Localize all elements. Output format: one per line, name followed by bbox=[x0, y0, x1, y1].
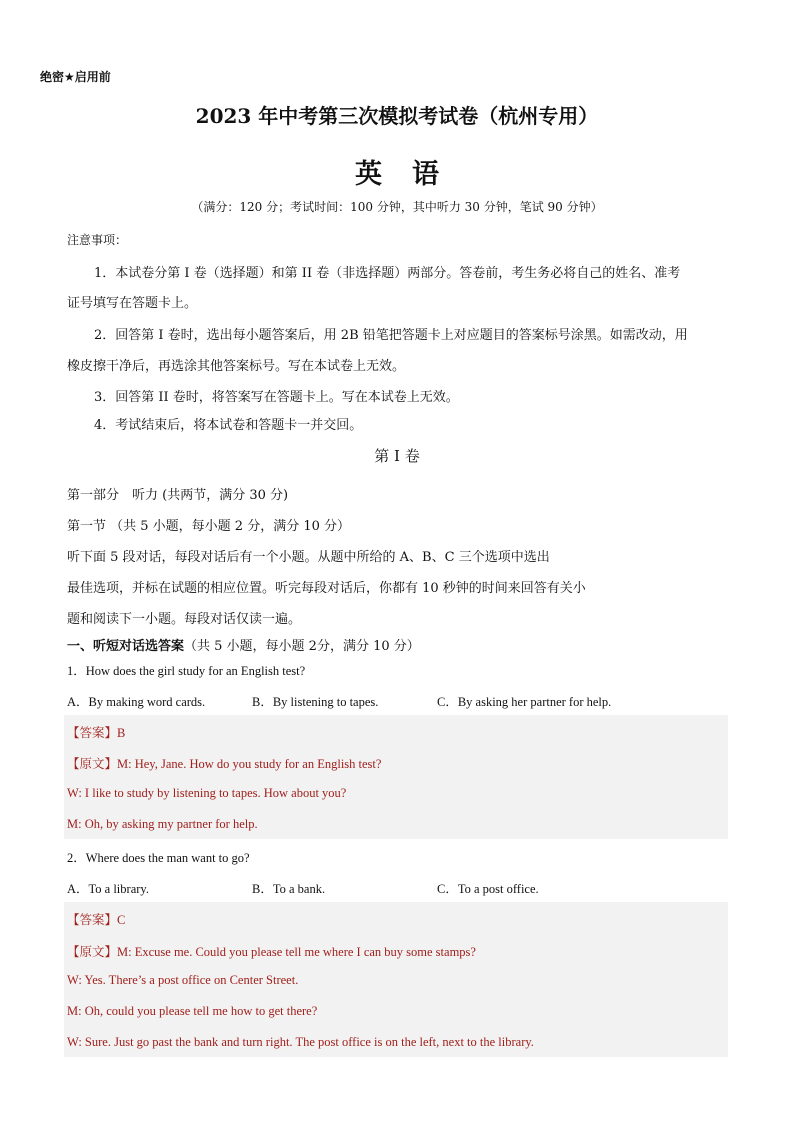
answer-value: C bbox=[117, 913, 126, 927]
instructions-line: 最佳选项，并标在试题的相应位置。听完每段对话后，你都有 10 秒钟的时间来回答有关小 bbox=[67, 581, 586, 596]
script-line: W: I like to study by listening to tapes. How about you? bbox=[67, 786, 347, 800]
notice-item-1-cont: 证号填写在答题卡上。 bbox=[67, 296, 198, 311]
instructions-line: 听下面 5 段对话，每段对话后有一个小题。从题中所给的 A、B、C 三个选项中选出 bbox=[67, 550, 550, 565]
section-heading: 第一节 （共 5 小题，每小题 2 分，满分 10 分） bbox=[67, 519, 351, 534]
answer-line bbox=[67, 910, 125, 928]
notice-heading: 注意事项： bbox=[67, 233, 128, 247]
option-b: B．To a bank. bbox=[252, 882, 326, 896]
script-line bbox=[67, 754, 381, 772]
listening-part-heading bbox=[67, 635, 420, 654]
listening-part-title: 一、听短对话选答案 bbox=[67, 639, 185, 654]
answer-tag: 【答案】 bbox=[67, 725, 118, 740]
answer-line bbox=[67, 723, 125, 741]
subject-title: 英语 bbox=[355, 159, 469, 190]
exam-title: 2023 年中考第三次模拟考试卷（杭州专用） bbox=[195, 104, 599, 128]
volume-heading: 第 I 卷 bbox=[374, 447, 420, 465]
script-tag: 【原文】 bbox=[67, 944, 118, 959]
option-b: B．By listening to tapes. bbox=[252, 695, 379, 709]
confidential-label: 绝密★启用前 bbox=[40, 70, 111, 84]
script-line: M: Oh, by asking my partner for help. bbox=[67, 817, 258, 831]
script-text: M: Hey, Jane. How do you study for an English test? bbox=[117, 757, 382, 771]
script-tag: 【原文】 bbox=[67, 756, 118, 771]
script-line: W: Yes. There’s a post office on Center Street. bbox=[67, 973, 299, 987]
option-c: C．By asking her partner for help. bbox=[437, 695, 612, 709]
option-a: A．To a library. bbox=[67, 882, 149, 896]
script-line: W: Sure. Just go past the bank and turn right. The post office is on the left, next to the library. bbox=[67, 1035, 534, 1049]
answer-value: B bbox=[117, 726, 126, 740]
option-c: C．To a post office. bbox=[437, 882, 539, 896]
notice-item-4: 4．考试结束后，将本试卷和答题卡一并交回。 bbox=[94, 418, 363, 433]
instructions-line: 题和阅读下一小题。每段对话仅读一遍。 bbox=[67, 612, 302, 627]
notice-item-2: 2．回答第 I 卷时，选出每小题答案后，用 2B 铅笔把答题卡上对应题目的答案标号涂黑。如需改动，用 bbox=[94, 328, 688, 343]
listening-part-scoring: （共 5 小题，每小题 2分，满分 10 分） bbox=[184, 639, 420, 654]
notice-item-1: 1．本试卷分第 I 卷（选择题）和第 II 卷（非选择题）两部分。答卷前，考生务必将自己的姓名、准考 bbox=[94, 266, 681, 281]
part-heading: 第一部分 听力 (共两节，满分 30 分) bbox=[67, 488, 289, 503]
option-a: A．By making word cards. bbox=[67, 695, 206, 709]
answer-tag: 【答案】 bbox=[67, 912, 118, 927]
script-line bbox=[67, 942, 476, 960]
exam-meta: （满分：120 分；考试时间：100 分钟，其中听力 30 分钟，笔试 90 分钟） bbox=[191, 200, 603, 214]
question-stem: 1．How does the girl study for an English test? bbox=[67, 664, 306, 678]
script-text: M: Excuse me. Could you please tell me where I can buy some stamps? bbox=[117, 945, 476, 959]
notice-item-3: 3．回答第 II 卷时，将答案写在答题卡上。写在本试卷上无效。 bbox=[94, 390, 459, 405]
script-line: M: Oh, could you please tell me how to get there? bbox=[67, 1004, 318, 1018]
notice-item-2-cont: 橡皮擦干净后，再选涂其他答案标号。写在本试卷上无效。 bbox=[67, 359, 406, 374]
question-stem: 2．Where does the man want to go? bbox=[67, 851, 250, 865]
